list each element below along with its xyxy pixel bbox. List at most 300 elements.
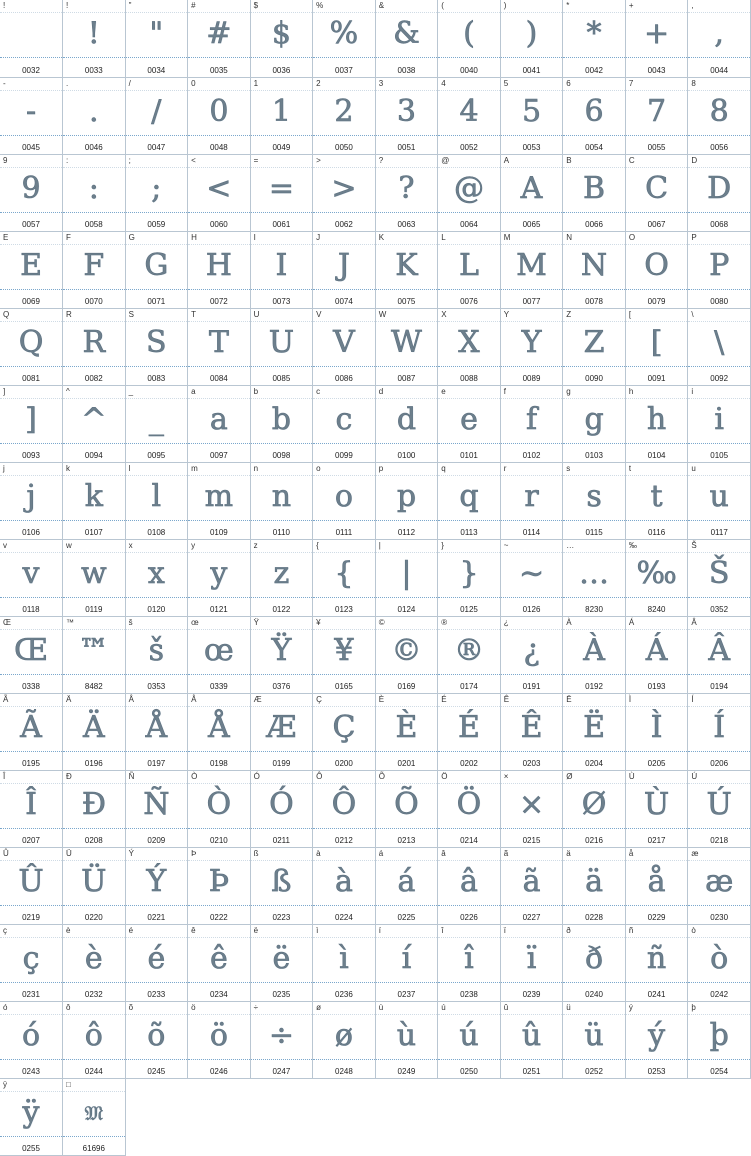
glyph-cell[interactable] — [625, 231, 688, 308]
glyph-cell[interactable] — [500, 616, 563, 693]
glyph-render: 𝔐 — [84, 1100, 103, 1125]
glyph-cell[interactable] — [688, 462, 751, 539]
glyph-char-label: o — [316, 463, 321, 473]
glyph-code-label: 0051 — [397, 142, 416, 152]
glyph-code-label: 0059 — [147, 219, 166, 229]
glyph-cell[interactable] — [438, 770, 501, 847]
glyph-code-label: 0101 — [460, 450, 478, 460]
glyph-cell[interactable] — [63, 462, 126, 539]
glyph-cell[interactable] — [125, 693, 188, 770]
glyph-cell[interactable] — [0, 0, 63, 77]
glyph-cell[interactable] — [250, 308, 313, 385]
glyph-cell[interactable] — [500, 0, 563, 77]
glyph-cell[interactable] — [188, 616, 251, 693]
glyph-cell[interactable] — [438, 462, 501, 539]
glyph-code-label: 0063 — [397, 219, 416, 229]
glyph-cell[interactable] — [563, 0, 626, 77]
glyph-cell[interactable] — [250, 770, 313, 847]
glyph-code-label: 0223 — [272, 912, 291, 922]
glyph-code-label: 0103 — [585, 450, 603, 460]
glyph-cell[interactable] — [125, 616, 188, 693]
glyph-render: R — [82, 324, 106, 360]
glyph-render: © — [391, 632, 422, 668]
glyph-cell[interactable] — [0, 1001, 63, 1078]
glyph-cell[interactable] — [688, 1001, 751, 1078]
glyph-cell[interactable] — [63, 693, 126, 770]
glyph-render: E — [20, 247, 42, 283]
glyph-cell[interactable] — [625, 1001, 688, 1078]
glyph-cell[interactable] — [563, 385, 626, 462]
glyph-render: Ã — [20, 709, 42, 745]
glyph-char-label: ™ — [66, 617, 75, 627]
glyph-cell[interactable] — [250, 462, 313, 539]
glyph-cell[interactable] — [375, 462, 438, 539]
glyph-cell[interactable] — [63, 1078, 126, 1155]
glyph-render: l — [151, 478, 162, 514]
glyph-cell[interactable] — [0, 924, 63, 1001]
glyph-char-label: ä — [566, 848, 571, 858]
glyph-cell[interactable] — [438, 385, 501, 462]
glyph-cell[interactable] — [375, 231, 438, 308]
glyph-cell[interactable] — [688, 770, 751, 847]
empty-cell — [438, 1078, 501, 1155]
glyph-cell[interactable] — [688, 847, 751, 924]
glyph-render: â — [460, 863, 478, 899]
glyph-char-label: - — [3, 78, 6, 88]
glyph-char-label: + — [628, 1, 634, 10]
glyph-code-label: 0254 — [710, 1066, 729, 1076]
glyph-cell[interactable] — [0, 616, 63, 693]
glyph-cell[interactable] — [625, 693, 688, 770]
glyph-cell[interactable] — [438, 1001, 501, 1078]
glyph-render: å — [647, 863, 666, 899]
glyph-render: Ò — [206, 786, 232, 822]
glyph-cell[interactable] — [250, 77, 313, 154]
glyph-render: ÷ — [268, 1017, 294, 1053]
glyph-cell[interactable] — [250, 693, 313, 770]
glyph-char-label: % — [316, 1, 324, 10]
glyph-cell[interactable] — [625, 308, 688, 385]
glyph-cell[interactable] — [688, 154, 751, 231]
glyph-cell[interactable] — [438, 154, 501, 231]
glyph-char-label: × — [503, 771, 509, 781]
glyph-code-label: 0124 — [397, 604, 416, 614]
glyph-cell[interactable] — [563, 77, 626, 154]
glyph-cell[interactable] — [438, 693, 501, 770]
glyph-cell[interactable] — [688, 924, 751, 1001]
glyph-code-label: 0196 — [84, 758, 103, 768]
glyph-cell[interactable] — [188, 1001, 251, 1078]
glyph-cell[interactable] — [688, 385, 751, 462]
glyph-cell[interactable] — [63, 0, 126, 77]
glyph-render: ù — [396, 1017, 417, 1053]
glyph-cell[interactable] — [625, 154, 688, 231]
glyph-cell[interactable] — [313, 462, 376, 539]
glyph-cell[interactable] — [500, 539, 563, 616]
glyph-render: # — [206, 16, 232, 51]
glyph-cell[interactable] — [438, 847, 501, 924]
glyph-char-label: ) — [503, 1, 507, 10]
glyph-cell[interactable] — [625, 539, 688, 616]
glyph-cell[interactable] — [0, 847, 63, 924]
glyph-code-label: 0222 — [209, 912, 228, 922]
glyph-cell[interactable] — [563, 231, 626, 308]
glyph-render: Þ — [208, 863, 229, 899]
glyph-cell[interactable] — [438, 77, 501, 154]
glyph-cell[interactable] — [500, 308, 563, 385]
glyph-char-label: Ò — [191, 771, 198, 781]
glyph-render: T — [208, 324, 229, 360]
glyph-render: ü — [584, 1017, 604, 1053]
glyph-cell[interactable] — [500, 77, 563, 154]
glyph-cell[interactable] — [125, 924, 188, 1001]
glyph-cell[interactable] — [63, 154, 126, 231]
glyph-code-label: 0205 — [647, 758, 666, 768]
glyph-cell[interactable] — [375, 770, 438, 847]
glyph-cell[interactable] — [0, 462, 63, 539]
glyph-cell[interactable] — [563, 1001, 626, 1078]
glyph-render: ; — [151, 170, 162, 206]
glyph-render: X — [458, 324, 480, 360]
glyph-char-label: Û — [3, 848, 9, 858]
glyph-cell[interactable] — [125, 231, 188, 308]
glyph-char-label: É — [441, 694, 447, 704]
glyph-code-label: 0076 — [460, 296, 478, 306]
glyph-cell[interactable] — [563, 308, 626, 385]
glyph-cell[interactable] — [250, 385, 313, 462]
glyph-cell[interactable] — [688, 0, 751, 77]
glyph-cell[interactable] — [250, 0, 313, 77]
glyph-code-label: 0220 — [84, 912, 103, 922]
glyph-cell[interactable] — [313, 924, 376, 1001]
glyph-cell[interactable] — [688, 308, 751, 385]
glyph-cell[interactable] — [250, 924, 313, 1001]
glyph-cell[interactable] — [125, 847, 188, 924]
empty-cell — [313, 1078, 376, 1155]
glyph-cell[interactable] — [313, 693, 376, 770]
glyph-row — [0, 154, 751, 231]
glyph-code-label: 0099 — [335, 450, 353, 460]
glyph-cell[interactable] — [625, 0, 688, 77]
glyph-cell[interactable] — [0, 770, 63, 847]
glyph-render: ì — [339, 940, 349, 976]
glyph-cell[interactable] — [563, 539, 626, 616]
glyph-cell[interactable] — [63, 616, 126, 693]
glyph-char-label: ã — [503, 848, 509, 858]
glyph-render: { — [334, 555, 354, 591]
glyph-cell[interactable] — [63, 539, 126, 616]
glyph-render: ¿ — [523, 632, 540, 668]
glyph-char-label: é — [128, 925, 134, 935]
glyph-cell[interactable] — [313, 0, 376, 77]
glyph-render: o — [334, 478, 353, 514]
glyph-render: ß — [271, 863, 292, 899]
glyph-cell[interactable] — [625, 770, 688, 847]
glyph-cell[interactable] — [0, 385, 63, 462]
glyph-code-label: 0193 — [647, 681, 666, 691]
glyph-cell[interactable] — [313, 154, 376, 231]
glyph-cell[interactable] — [63, 308, 126, 385]
glyph-char-label: A — [503, 155, 510, 165]
glyph-code-label: 0232 — [84, 989, 103, 999]
glyph-cell[interactable] — [625, 385, 688, 462]
glyph-cell[interactable] — [188, 770, 251, 847]
glyph-char-label: c — [316, 386, 321, 396]
glyph-char-label: C — [628, 155, 635, 165]
glyph-cell[interactable] — [313, 1001, 376, 1078]
glyph-char-label: Ó — [253, 771, 260, 781]
glyph-cell[interactable] — [375, 0, 438, 77]
glyph-cell[interactable] — [250, 154, 313, 231]
glyph-char-label: H — [191, 232, 197, 242]
glyph-render: v — [22, 555, 40, 591]
glyph-cell[interactable] — [313, 308, 376, 385]
glyph-cell[interactable] — [188, 539, 251, 616]
glyph-code-label: 0053 — [522, 142, 541, 152]
glyph-render: M — [516, 247, 547, 283]
glyph-cell[interactable] — [688, 77, 751, 154]
glyph-char-label: 9 — [3, 155, 8, 165]
glyph-render: ö — [209, 1017, 228, 1053]
glyph-code-label: 0376 — [272, 681, 291, 691]
glyph-char-label: Ú — [691, 771, 698, 781]
glyph-row — [0, 770, 751, 847]
glyph-render: š — [148, 632, 165, 668]
glyph-cell[interactable] — [0, 308, 63, 385]
glyph-cell[interactable] — [438, 308, 501, 385]
glyph-render: K — [395, 247, 418, 283]
glyph-cell[interactable] — [563, 693, 626, 770]
glyph-cell[interactable] — [625, 462, 688, 539]
glyph-char-label: ð — [566, 925, 571, 935]
glyph-cell[interactable] — [125, 462, 188, 539]
glyph-cell[interactable] — [438, 616, 501, 693]
glyph-cell[interactable] — [500, 462, 563, 539]
glyph-cell[interactable] — [438, 539, 501, 616]
glyph-cell[interactable] — [188, 154, 251, 231]
glyph-cell[interactable] — [188, 847, 251, 924]
glyph-cell[interactable] — [438, 924, 501, 1001]
glyph-cell[interactable] — [313, 616, 376, 693]
glyph-char-label: ^ — [66, 386, 70, 396]
glyph-cell[interactable] — [563, 616, 626, 693]
glyph-char-label: 6 — [566, 78, 571, 88]
glyph-cell[interactable] — [313, 847, 376, 924]
glyph-render: S — [146, 324, 167, 360]
glyph-cell[interactable] — [125, 154, 188, 231]
glyph-cell[interactable] — [500, 231, 563, 308]
glyph-cell[interactable] — [375, 924, 438, 1001]
glyph-cell[interactable] — [563, 847, 626, 924]
glyph-render: ( — [463, 16, 475, 51]
glyph-render: W — [391, 324, 422, 360]
glyph-code-label: 0085 — [272, 373, 291, 383]
glyph-cell[interactable] — [625, 616, 688, 693]
glyph-char-label: ! — [66, 1, 69, 10]
glyph-cell[interactable] — [313, 385, 376, 462]
glyph-cell[interactable] — [500, 924, 563, 1001]
glyph-cell[interactable] — [688, 539, 751, 616]
glyph-cell[interactable] — [125, 77, 188, 154]
glyph-char-label: E — [3, 232, 9, 242]
glyph-code-label: 0121 — [209, 604, 228, 614]
glyph-cell[interactable] — [313, 77, 376, 154]
glyph-cell[interactable] — [63, 924, 126, 1001]
glyph-cell[interactable] — [0, 539, 63, 616]
glyph-cell[interactable] — [63, 231, 126, 308]
glyph-cell[interactable] — [438, 0, 501, 77]
glyph-cell[interactable] — [188, 924, 251, 1001]
glyph-code-label: 0070 — [84, 296, 103, 306]
glyph-cell[interactable] — [375, 154, 438, 231]
glyph-code-label: 0084 — [209, 373, 228, 383]
glyph-render: V — [333, 324, 355, 360]
glyph-render: É — [458, 709, 480, 745]
glyph-char-label: B — [566, 155, 572, 165]
glyph-cell[interactable] — [500, 770, 563, 847]
glyph-cell[interactable] — [188, 77, 251, 154]
glyph-char-label: m — [191, 463, 198, 473]
glyph-cell[interactable] — [63, 770, 126, 847]
glyph-cell[interactable] — [63, 1001, 126, 1078]
glyph-code-label: 0225 — [397, 912, 416, 922]
glyph-cell[interactable] — [625, 847, 688, 924]
glyph-char-label: â — [441, 848, 446, 858]
glyph-render: à — [334, 863, 353, 899]
glyph-char-label: z — [253, 540, 258, 550]
glyph-cell[interactable] — [375, 539, 438, 616]
glyph-cell[interactable] — [563, 154, 626, 231]
glyph-char-label: î — [441, 925, 444, 935]
glyph-cell[interactable] — [500, 693, 563, 770]
glyph-char-label: 4 — [441, 78, 446, 88]
glyph-cell[interactable] — [250, 1001, 313, 1078]
glyph-code-label: 0118 — [22, 604, 40, 614]
glyph-code-label: 0104 — [647, 450, 666, 460]
glyph-cell[interactable] — [188, 693, 251, 770]
glyph-code-label: 0061 — [272, 219, 291, 229]
glyph-cell[interactable] — [313, 539, 376, 616]
glyph-render: ë — [272, 940, 291, 976]
glyph-char-label: } — [441, 540, 444, 550]
glyph-code-label: 0203 — [522, 758, 541, 768]
glyph-code-label: 0123 — [335, 604, 353, 614]
glyph-char-label: ß — [253, 848, 259, 858]
glyph-cell[interactable] — [250, 847, 313, 924]
glyph-render: Ü — [81, 863, 107, 899]
glyph-cell[interactable] — [250, 539, 313, 616]
glyph-cell[interactable] — [500, 847, 563, 924]
glyph-render: n — [271, 478, 292, 514]
glyph-render: Æ — [266, 709, 297, 745]
glyph-cell[interactable] — [625, 924, 688, 1001]
glyph-cell[interactable] — [125, 385, 188, 462]
glyph-cell[interactable] — [375, 77, 438, 154]
glyph-cell[interactable] — [125, 770, 188, 847]
glyph-char-label: = — [253, 155, 259, 165]
glyph-cell[interactable] — [375, 385, 438, 462]
glyph-code-label: 0237 — [397, 989, 416, 999]
glyph-cell[interactable] — [563, 770, 626, 847]
glyph-code-label: 0082 — [84, 373, 103, 383]
glyph-cell[interactable] — [125, 1001, 188, 1078]
glyph-char-label: ñ — [628, 925, 634, 935]
glyph-code-label: 0058 — [84, 219, 103, 229]
glyph-cell[interactable] — [688, 616, 751, 693]
glyph-char-label: ù — [378, 1002, 384, 1012]
glyph-cell[interactable] — [63, 77, 126, 154]
glyph-cell[interactable] — [63, 385, 126, 462]
glyph-cell[interactable] — [0, 231, 63, 308]
glyph-code-label: 0236 — [335, 989, 353, 999]
glyph-cell[interactable] — [0, 693, 63, 770]
glyph-render: Ó — [269, 786, 294, 822]
glyph-code-label: 0080 — [710, 296, 729, 306]
glyph-char-label: f — [503, 386, 506, 396]
glyph-cell[interactable] — [0, 77, 63, 154]
glyph-cell[interactable] — [188, 308, 251, 385]
glyph-cell[interactable] — [250, 231, 313, 308]
glyph-cell[interactable] — [188, 231, 251, 308]
glyph-cell[interactable] — [188, 385, 251, 462]
glyph-cell[interactable] — [125, 0, 188, 77]
glyph-code-label: 0048 — [209, 142, 228, 152]
glyph-cell[interactable] — [500, 1001, 563, 1078]
glyph-cell[interactable] — [0, 154, 63, 231]
glyph-code-label: 0094 — [84, 450, 103, 460]
glyph-render: > — [331, 170, 357, 206]
glyph-char-label: j — [3, 463, 5, 473]
glyph-cell[interactable] — [375, 616, 438, 693]
glyph-cell[interactable] — [688, 231, 751, 308]
glyph-cell[interactable] — [125, 308, 188, 385]
glyph-cell[interactable] — [688, 693, 751, 770]
glyph-cell[interactable] — [375, 847, 438, 924]
glyph-cell[interactable] — [188, 0, 251, 77]
glyph-code-label: 0088 — [460, 373, 478, 383]
glyph-render: … — [579, 555, 610, 591]
glyph-cell[interactable] — [438, 231, 501, 308]
glyph-render: è — [84, 940, 103, 976]
glyph-cell[interactable] — [375, 308, 438, 385]
glyph-code-label: 0113 — [460, 527, 478, 537]
glyph-char-label: h — [628, 386, 634, 396]
glyph-cell[interactable] — [563, 924, 626, 1001]
glyph-render: Å — [145, 709, 168, 745]
glyph-cell[interactable] — [313, 231, 376, 308]
glyph-code-label: 0194 — [710, 681, 729, 691]
glyph-cell[interactable] — [188, 462, 251, 539]
glyph-cell[interactable] — [313, 770, 376, 847]
glyph-char-label: Ý — [128, 848, 134, 858]
glyph-render: ã — [522, 863, 541, 899]
glyph-cell[interactable] — [63, 847, 126, 924]
glyph-render: ® — [453, 632, 484, 668]
glyph-cell[interactable] — [375, 693, 438, 770]
glyph-cell[interactable] — [625, 77, 688, 154]
glyph-cell[interactable] — [500, 154, 563, 231]
glyph-cell[interactable] — [250, 616, 313, 693]
glyph-render: + — [644, 16, 670, 51]
glyph-code-label: 0240 — [585, 989, 603, 999]
glyph-cell[interactable] — [125, 539, 188, 616]
glyph-char-label: @ — [441, 155, 450, 165]
glyph-cell[interactable] — [563, 462, 626, 539]
glyph-cell[interactable] — [0, 1078, 63, 1155]
glyph-cell[interactable] — [375, 1001, 438, 1078]
glyph-cell[interactable] — [500, 385, 563, 462]
glyph-render: x — [147, 555, 165, 591]
